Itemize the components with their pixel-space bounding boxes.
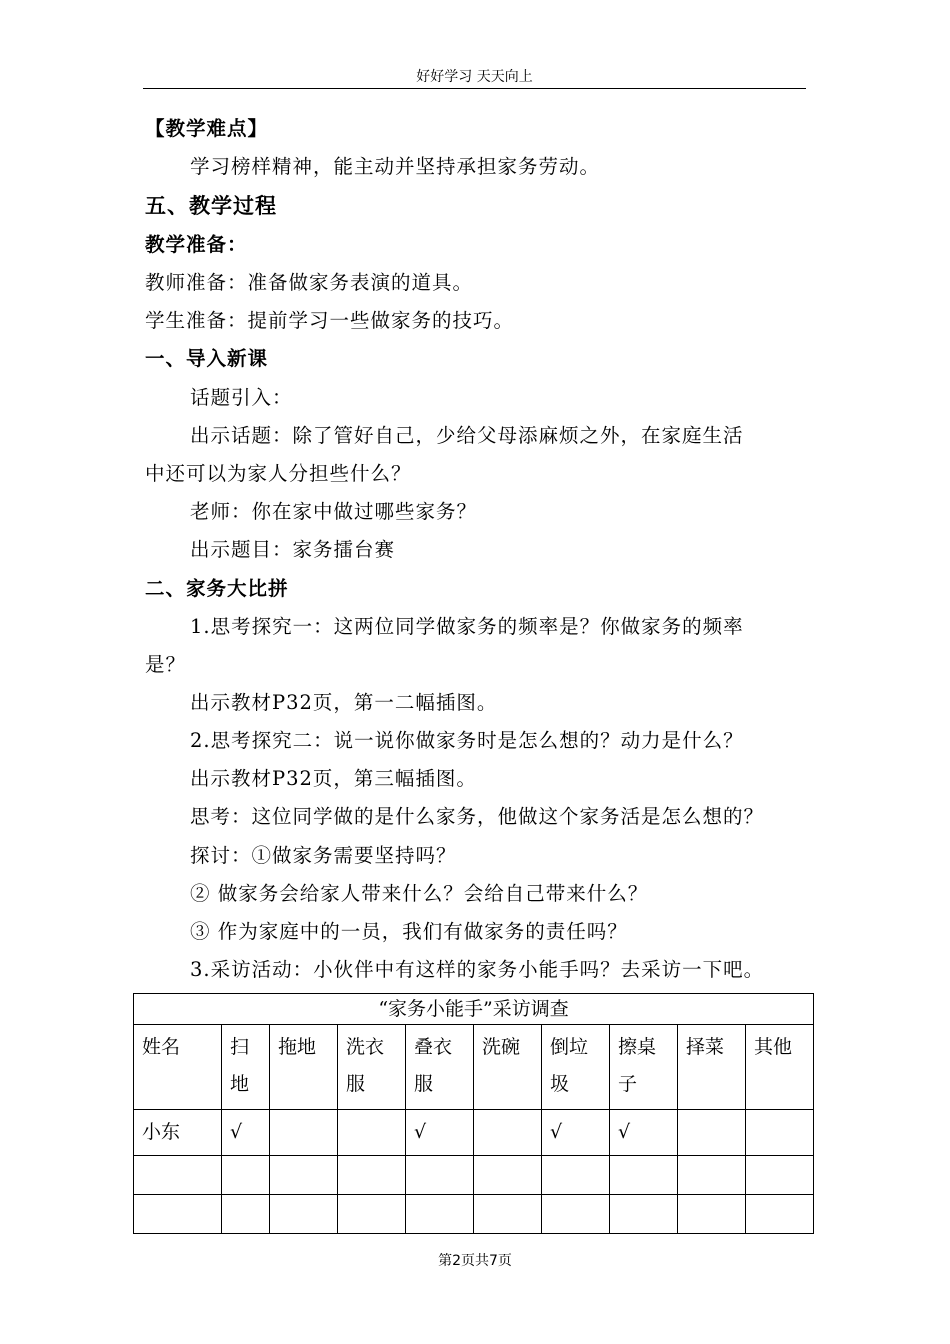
header-wipe-table: 擦桌子: [610, 1025, 678, 1110]
header-pick-vegetables: 择菜: [678, 1025, 746, 1110]
empty-cell: [338, 1156, 406, 1195]
header-laundry: 洗衣服: [338, 1025, 406, 1110]
question-2-show: 出示教材P32页，第三幅插图。: [190, 767, 477, 790]
page-header: 好好学习 天天向上: [143, 66, 806, 89]
part-2-heading: 二、家务大比拼: [145, 577, 289, 600]
empty-cell: [338, 1195, 406, 1234]
question-1-line-2: 是？: [145, 653, 187, 676]
header-mop: 拖地: [270, 1025, 338, 1110]
empty-cell: [678, 1195, 746, 1234]
teacher-prep: 教师准备：准备做家务表演的道具。: [145, 271, 474, 294]
discuss-2: ② 做家务会给家人带来什么？会给自己带来什么？: [190, 882, 649, 905]
teacher-question: 老师：你在家中做过哪些家务？: [190, 500, 478, 523]
empty-cell: [746, 1195, 814, 1234]
part-1-heading: 一、导入新课: [145, 347, 269, 370]
empty-cell: [270, 1195, 338, 1234]
think-question: 思考：这位同学做的是什么家务，他做这个家务活是怎么想的？: [190, 805, 765, 828]
difficulty-text: 学习榜样精神，能主动并坚持承担家务劳动。: [190, 155, 601, 178]
section-5-heading: 五、教学过程: [145, 194, 277, 218]
table-cell: [678, 1110, 746, 1156]
header-sweep: 扫地: [222, 1025, 270, 1110]
table-cell: [270, 1110, 338, 1156]
empty-cell: [270, 1156, 338, 1195]
page-footer: 第2页共7页: [438, 1253, 512, 1269]
discuss-3: ③ 作为家庭中的一员，我们有做家务的责任吗？: [190, 920, 628, 943]
empty-cell: [746, 1156, 814, 1195]
table-cell: √: [610, 1110, 678, 1156]
table-cell: 小东: [134, 1110, 222, 1156]
empty-cell: [474, 1195, 542, 1234]
empty-cell: [542, 1195, 610, 1234]
empty-cell: [406, 1195, 474, 1234]
question-3: 3.采访活动：小伙伴中有这样的家务小能手吗？去采访一下吧。: [190, 958, 765, 981]
header-fold-clothes: 叠衣服: [406, 1025, 474, 1110]
table-cell: [338, 1110, 406, 1156]
empty-cell: [222, 1195, 270, 1234]
table-cell: √: [542, 1110, 610, 1156]
discuss-1: 探讨：①做家务需要坚持吗？: [190, 844, 457, 867]
empty-cell: [134, 1156, 222, 1195]
header-other: 其他: [746, 1025, 814, 1110]
empty-cell: [222, 1156, 270, 1195]
show-topic-line-2: 中还可以为家人分担些什么？: [145, 462, 412, 485]
empty-cell: [134, 1195, 222, 1234]
difficulty-heading: 【教学难点】: [145, 117, 269, 140]
empty-cell: [474, 1156, 542, 1195]
survey-table: [133, 993, 814, 1234]
header-wash-dishes: 洗碗: [474, 1025, 542, 1110]
table-cell: [746, 1110, 814, 1156]
table-cell: [474, 1110, 542, 1156]
table-cell: √: [406, 1110, 474, 1156]
empty-cell: [610, 1156, 678, 1195]
topic-intro: 话题引入：: [190, 386, 293, 409]
prep-heading: 教学准备：: [145, 233, 248, 256]
question-1-line-1: 1.思考探究一：这两位同学做家务的频率是？你做家务的频率: [190, 615, 744, 638]
header-name: 姓名: [134, 1025, 222, 1110]
question-2: 2.思考探究二：说一说你做家务时是怎么想的？动力是什么？: [190, 729, 744, 752]
header-trash: 倒垃圾: [542, 1025, 610, 1110]
question-1-show: 出示教材P32页，第一二幅插图。: [190, 691, 498, 714]
show-topic-line-1: 出示话题：除了管好自己，少给父母添麻烦之外，在家庭生活: [190, 424, 744, 447]
empty-cell: [542, 1156, 610, 1195]
empty-cell: [610, 1195, 678, 1234]
empty-cell: [406, 1156, 474, 1195]
table-cell: √: [222, 1110, 270, 1156]
student-prep: 学生准备：提前学习一些做家务的技巧。: [145, 309, 515, 332]
survey-title: “家务小能手”采访调查: [134, 994, 814, 1025]
show-title: 出示题目：家务擂台赛: [190, 538, 396, 561]
empty-cell: [678, 1156, 746, 1195]
